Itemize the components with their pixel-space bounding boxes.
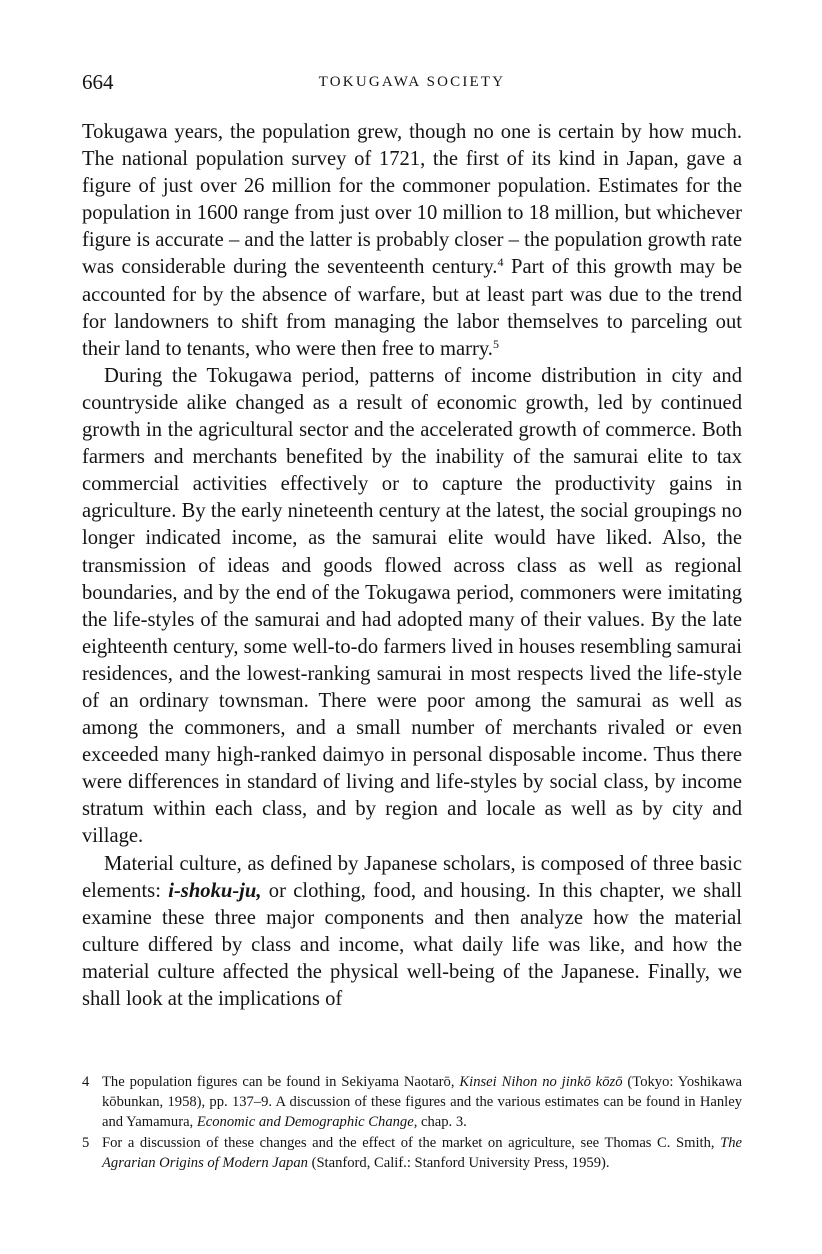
footnote-5 — [82, 1133, 742, 1173]
running-head: TOKUGAWA SOCIETY — [318, 74, 506, 90]
page-header — [82, 70, 742, 96]
footnote-text: chap. 3. — [417, 1114, 467, 1131]
footnotes — [82, 1072, 742, 1173]
footnote-4 — [82, 1072, 742, 1133]
footnote-number: 4 — [82, 1074, 90, 1090]
footnote-text: The population figures can be found in Sekiyama Naotarō, — [102, 1074, 460, 1090]
italic-term: i-shoku-ju, — [168, 879, 262, 902]
cited-title: Economic and Demographic Change, — [196, 1114, 418, 1131]
footnote-text: For a discussion of these changes and the effect of the market on agriculture, see Thomas C. Smith, — [102, 1134, 721, 1151]
paragraph-text: Tokugawa years, the population grew, though no one is certain by how much. The national population survey of 1721, the first of its kind in Japan, gave a figure of just over 26 million for the commoner population. Estimates for the population in 1600 range from just over 10 million to 18 million, but whichever figure is accurate – and the latter is probably closer – the population growth rate was considerable during the seventeenth century. — [82, 121, 742, 279]
paragraph-text: Part of this growth may be accounted for by the absence of warfare, but at least part was due to the trend for landowners to shift from managing the labor themselves to parceling out their land to tenants, who were then free to marry. — [82, 256, 742, 360]
footnote-reference: 4 — [497, 255, 504, 270]
paragraph-1 — [82, 119, 742, 363]
footnote-reference: 5 — [492, 336, 499, 351]
paragraph-2: During the Tokugawa period, patterns of income distribution in city and countryside alike changed as a result of economic growth, led by continued growth in the agricultural sector and the accelerated growth of commerce. Both farmers and merchants benefited by the inability of the samurai elite to tax commercial activities effectively or to capture the productivity gains in agriculture. By the early nineteenth century at the latest, the social groupings no longer indicated income, as the samurai elite would have liked. Also, the transmission of ideas and goods flowed across class as well as regional boundaries, and by the end of the Tokugawa period, commoners were imitating the life-styles of the samurai and had adopted many of their values. By the late eighteenth century, some well-to-do farmers lived in houses resembling samurai residences, and the lowest-ranking samurai in most respects lived the life-style of an ordinary townsman. There were poor among the samurai as well as among the commoners, and a small number of merchants rivaled or even exceeded many high-ranked daimyo in personal disposable income. Thus there were differences in standard of living and life-styles by social class, by income stratum within each class, and by region and locale as well as by city and village. — [82, 364, 742, 848]
body-text — [82, 119, 742, 1013]
paragraph-text: or clothing, food, and housing. In this chapter, we shall examine these three major components and then analyze how the material culture differed by class and income, what daily life was like, and how the material culture affected the physical well-being of the Japanese. Finally, we shall look at the implications of — [82, 879, 742, 1010]
paragraph-text: Material culture, as defined by Japanese scholars, is composed of three basic elements: — [82, 852, 742, 902]
footnote-number: 5 — [82, 1134, 90, 1151]
footnote-text: (Tokyo: Yoshikawa kōbunkan, 1958), pp. 137–9. A discussion of these figures and the various estimates can be found in Hanley and Yamamura, — [102, 1074, 742, 1131]
cited-title: Kinsei Nihon no jinkō kōzō — [459, 1074, 623, 1090]
footnote-text: (Stanford, Calif.: Stanford University Press, 1959). — [307, 1154, 610, 1171]
cited-title: The Agrarian Origins of Modern Japan — [102, 1134, 742, 1171]
page-number: 664 — [82, 70, 114, 94]
paragraph-3 — [82, 851, 742, 1014]
